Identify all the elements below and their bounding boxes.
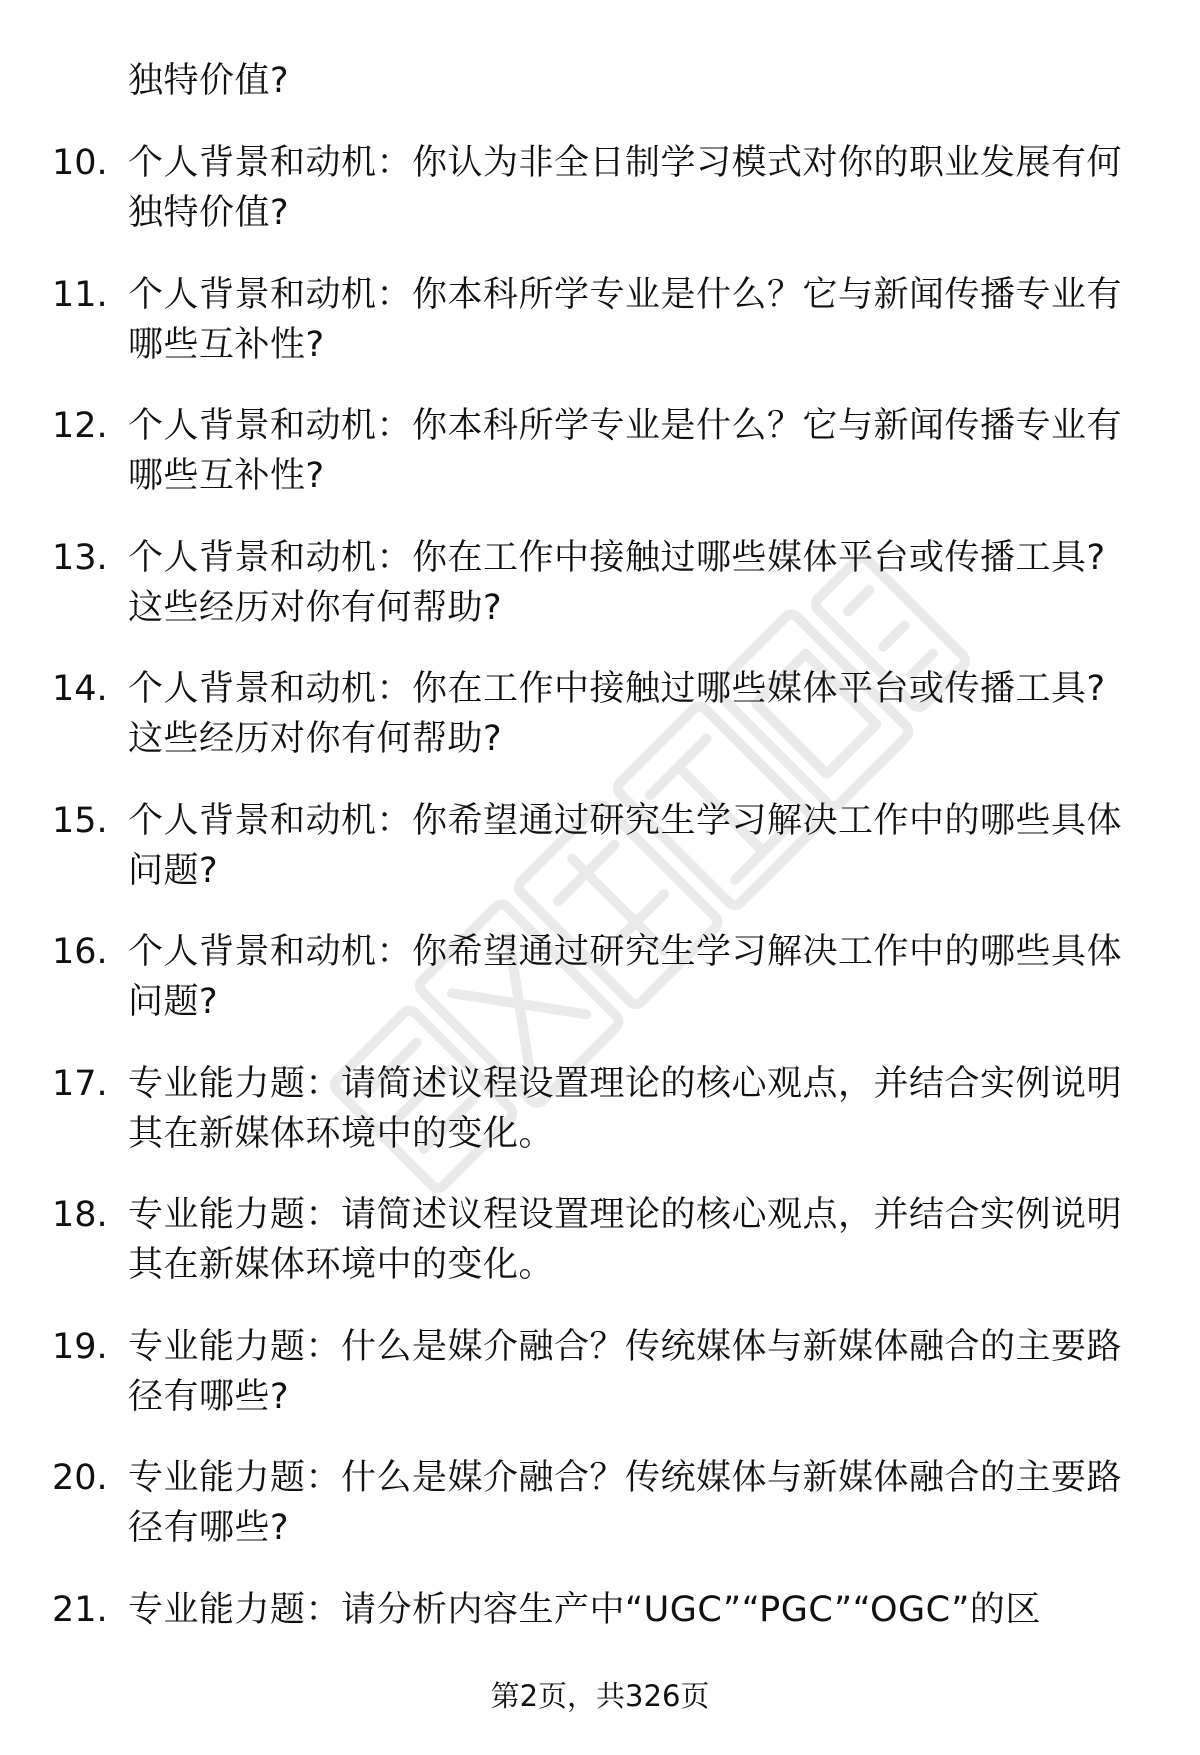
question-text-line: 这些经历对你有何帮助? (128, 587, 503, 628)
question-number: 11. (52, 274, 108, 315)
question-text-line: 个人背景和动机：你在工作中接触过哪些媒体平台或传播工具? (128, 669, 1106, 709)
question-number: 18. (52, 1195, 108, 1235)
question-text-line: 专业能力题：什么是媒介融合？传统媒体与新媒体融合的主要路 (128, 1326, 1123, 1367)
question-number: 21. (52, 1589, 108, 1630)
question-text-line: 其在新媒体环境中的变化。 (128, 1245, 555, 1285)
question-text-line: 个人背景和动机：你认为非全日制学习模式对你的职业发展有何 (128, 143, 1123, 183)
question-item (52, 1059, 1152, 1191)
question-text-line: 问题? (128, 850, 219, 891)
question-text-line: 哪些互补性? (128, 324, 325, 365)
question-text-line: 问题? (128, 982, 219, 1022)
question-item (52, 927, 1152, 1059)
question-text-line: 个人背景和动机：你本科所学专业是什么？它与新闻传播专业有 (128, 274, 1123, 315)
question-text-line: 径有哪些? (128, 1376, 290, 1417)
question-text-line: 哪些互补性? (128, 456, 325, 496)
question-text-line: 个人背景和动机：你在工作中接触过哪些媒体平台或传播工具? (128, 537, 1106, 578)
question-item (52, 664, 1152, 796)
question-number: 20. (52, 1458, 108, 1498)
question-item (52, 1190, 1152, 1322)
question-text-line: 其在新媒体环境中的变化。 (128, 1113, 555, 1154)
question-number: 15. (52, 800, 108, 841)
question-number: 19. (52, 1326, 108, 1367)
question-text-line: 这些经历对你有何帮助? (128, 719, 503, 759)
question-item (52, 138, 1152, 270)
question-list (52, 138, 1152, 1716)
question-number: 12. (52, 406, 108, 446)
question-number: 14. (52, 669, 108, 709)
question-number: 13. (52, 537, 108, 578)
question-text-line: 径有哪些? (128, 1508, 290, 1548)
question-number: 10. (52, 143, 108, 183)
question-item (52, 1322, 1152, 1454)
question-item (52, 270, 1152, 402)
page-number-footer: 第2页，共326页 (490, 1679, 710, 1713)
question-item (52, 533, 1152, 665)
question-text-line: 个人背景和动机：你希望通过研究生学习解决工作中的哪些具体 (128, 932, 1123, 972)
continued-question-text: 独特价值? (128, 61, 290, 101)
question-item (52, 401, 1152, 533)
question-text-line: 个人背景和动机：你希望通过研究生学习解决工作中的哪些具体 (128, 800, 1123, 841)
question-text-line: 专业能力题：请简述议程设置理论的核心观点，并结合实例说明 (128, 1195, 1123, 1235)
question-text-line: 专业能力题：什么是媒介融合？传统媒体与新媒体融合的主要路 (128, 1458, 1123, 1498)
question-number: 17. (52, 1063, 108, 1104)
question-item (52, 1453, 1152, 1585)
question-item (52, 796, 1152, 928)
question-text-line: 专业能力题：请简述议程设置理论的核心观点，并结合实例说明 (128, 1063, 1123, 1104)
question-text-line: 个人背景和动机：你本科所学专业是什么？它与新闻传播专业有 (128, 406, 1123, 446)
question-text-line: 独特价值? (128, 193, 290, 233)
question-number: 16. (52, 932, 108, 972)
question-text-line: 专业能力题：请分析内容生产中“UGC”“PGC”“OGC”的区 (128, 1589, 1041, 1630)
